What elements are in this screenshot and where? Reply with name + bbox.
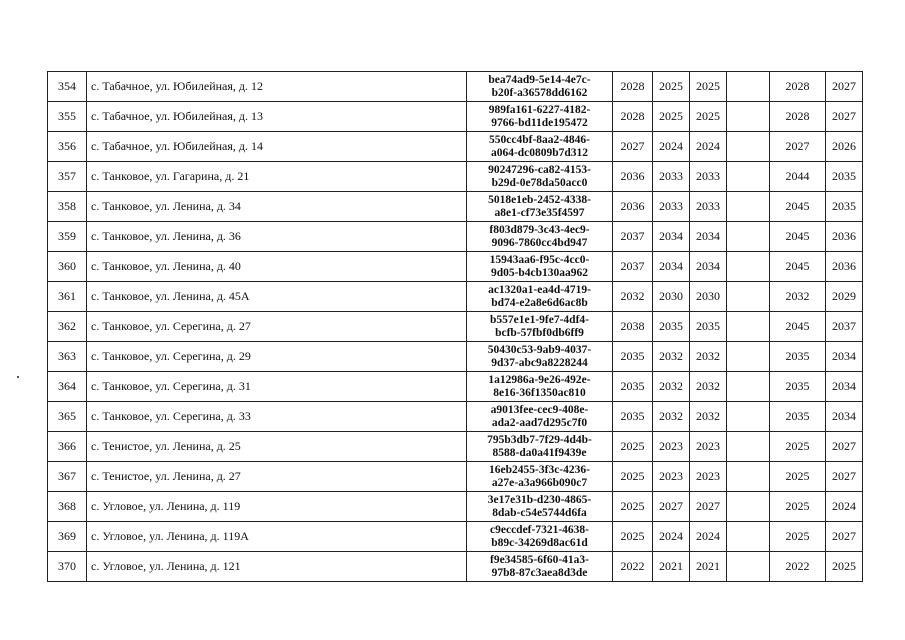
row-number: 367: [48, 462, 87, 492]
year-cell-6: 2036: [826, 252, 863, 282]
row-number: 369: [48, 522, 87, 552]
year-cell-6: 2024: [826, 492, 863, 522]
guid-cell: [467, 72, 613, 102]
year-cell-2: 2033: [653, 162, 690, 192]
year-cell-1: 2025: [613, 522, 653, 552]
row-number: 358: [48, 192, 87, 222]
table-row: [48, 132, 863, 162]
guid-line-2: 9096-7860cc4bd947: [491, 236, 588, 249]
year-cell-3: 2027: [690, 492, 727, 522]
year-cell-4: [727, 252, 770, 282]
address-cell: с. Танковое, ул. Серегина, д. 33: [87, 402, 467, 432]
year-cell-6: 2029: [826, 282, 863, 312]
year-cell-1: 2028: [613, 102, 653, 132]
year-cell-1: 2028: [613, 72, 653, 102]
guid-cell: [467, 102, 613, 132]
year-cell-6: 2034: [826, 372, 863, 402]
year-cell-4: [727, 102, 770, 132]
year-cell-3: 2024: [690, 132, 727, 162]
year-cell-1: 2036: [613, 192, 653, 222]
year-cell-5: 2025: [770, 462, 826, 492]
guid-line-2: a27e-a3a966b090c7: [491, 476, 588, 489]
row-number: 360: [48, 252, 87, 282]
year-cell-5: 2027: [770, 132, 826, 162]
row-number: 362: [48, 312, 87, 342]
table-row: [48, 372, 863, 402]
row-number: 354: [48, 72, 87, 102]
row-number: 361: [48, 282, 87, 312]
address-cell: с. Тенистое, ул. Ленина, д. 27: [87, 462, 467, 492]
year-cell-6: 2027: [826, 522, 863, 552]
year-cell-4: [727, 162, 770, 192]
year-cell-2: 2024: [653, 522, 690, 552]
year-cell-1: 2027: [613, 132, 653, 162]
year-cell-2: 2033: [653, 192, 690, 222]
address-cell: с. Табачное, ул. Юбилейная, д. 14: [87, 132, 467, 162]
year-cell-3: 2030: [690, 282, 727, 312]
table-row: [48, 72, 863, 102]
table-row: [48, 192, 863, 222]
year-cell-4: [727, 192, 770, 222]
year-cell-1: 2025: [613, 492, 653, 522]
row-number: 365: [48, 402, 87, 432]
guid-cell: [467, 312, 613, 342]
year-cell-6: 2027: [826, 432, 863, 462]
year-cell-2: 2034: [653, 222, 690, 252]
guid-line-2: b29d-0e78da50acc0: [491, 176, 588, 189]
year-cell-1: 2037: [613, 222, 653, 252]
guid-line-1: bea74ad9-5e14-4e7c-: [488, 73, 591, 86]
year-cell-5: 2028: [770, 72, 826, 102]
table-row: [48, 222, 863, 252]
guid-cell: [467, 132, 613, 162]
address-cell: с. Танковое, ул. Ленина, д. 45А: [87, 282, 467, 312]
year-cell-2: 2032: [653, 372, 690, 402]
year-cell-5: 2045: [770, 222, 826, 252]
guid-line-1: c9eccdef-7321-4638-: [490, 523, 589, 536]
year-cell-4: [727, 342, 770, 372]
year-cell-6: 2037: [826, 312, 863, 342]
guid-line-1: 3e17e31b-d230-4865-: [487, 493, 592, 506]
guid-line-1: 5018e1eb-2452-4338-: [488, 193, 591, 206]
row-number: 357: [48, 162, 87, 192]
address-cell: с. Танковое, ул. Ленина, д. 34: [87, 192, 467, 222]
year-cell-5: 2035: [770, 402, 826, 432]
guid-cell: [467, 342, 613, 372]
year-cell-1: 2035: [613, 402, 653, 432]
year-cell-1: 2036: [613, 162, 653, 192]
address-cell: с. Угловое, ул. Ленина, д. 119: [87, 492, 467, 522]
stray-dot-mark: [17, 376, 19, 378]
year-cell-2: 2021: [653, 552, 690, 582]
address-cell: с. Танковое, ул. Гагарина, д. 21: [87, 162, 467, 192]
year-cell-6: 2026: [826, 132, 863, 162]
year-cell-2: 2030: [653, 282, 690, 312]
year-cell-4: [727, 522, 770, 552]
year-cell-4: [727, 432, 770, 462]
guid-cell: [467, 492, 613, 522]
address-cell: с. Тенистое, ул. Ленина, д. 25: [87, 432, 467, 462]
year-cell-6: 2027: [826, 462, 863, 492]
year-cell-6: 2027: [826, 72, 863, 102]
guid-line-1: b557e1e1-9fe7-4df4-: [489, 313, 589, 326]
year-cell-6: 2035: [826, 192, 863, 222]
year-cell-3: 2023: [690, 432, 727, 462]
year-cell-4: [727, 552, 770, 582]
year-cell-3: 2034: [690, 252, 727, 282]
year-cell-3: 2033: [690, 162, 727, 192]
year-cell-3: 2025: [690, 72, 727, 102]
table-row: [48, 522, 863, 552]
year-cell-3: 2032: [690, 402, 727, 432]
row-number: 364: [48, 372, 87, 402]
year-cell-5: 2032: [770, 282, 826, 312]
year-cell-6: 2036: [826, 222, 863, 252]
year-cell-4: [727, 372, 770, 402]
year-cell-2: 2023: [653, 462, 690, 492]
guid-line-1: ac1320a1-ea4d-4719-: [488, 283, 591, 296]
year-cell-2: 2034: [653, 252, 690, 282]
year-cell-2: 2025: [653, 72, 690, 102]
year-cell-3: 2021: [690, 552, 727, 582]
table-row: [48, 282, 863, 312]
guid-cell: [467, 372, 613, 402]
guid-line-2: a8e1-cf73e35f4597: [494, 206, 585, 219]
year-cell-5: 2035: [770, 342, 826, 372]
guid-line-1: 15943aa6-f95c-4cc0-: [489, 253, 590, 266]
guid-line-2: a064-dc0809b7d312: [490, 146, 589, 159]
guid-line-2: 8dab-c54e5744d6fa: [492, 506, 587, 519]
guid-line-1: 795b3db7-7f29-4d4b-: [487, 433, 592, 446]
guid-cell: [467, 552, 613, 582]
year-cell-2: 2027: [653, 492, 690, 522]
table-row: [48, 252, 863, 282]
address-cell: с. Танковое, ул. Ленина, д. 40: [87, 252, 467, 282]
table-row: [48, 312, 863, 342]
guid-line-2: 9766-bd11de195472: [491, 116, 588, 129]
guid-line-1: a9013fee-cec9-408e-: [490, 403, 589, 416]
address-cell: с. Табачное, ул. Юбилейная, д. 12: [87, 72, 467, 102]
year-cell-5: 2025: [770, 492, 826, 522]
housing-schedule-table: [47, 71, 863, 582]
guid-line-1: 90247296-ca82-4153-: [488, 163, 591, 176]
table-row: [48, 342, 863, 372]
table-row: [48, 552, 863, 582]
guid-line-1: 50430c53-9ab9-4037-: [487, 343, 592, 356]
guid-line-2: 8588-da0a41f9439e: [492, 446, 587, 459]
year-cell-2: 2025: [653, 102, 690, 132]
address-cell: с. Танковое, ул. Ленина, д. 36: [87, 222, 467, 252]
row-number: 355: [48, 102, 87, 132]
guid-line-1: f803d879-3c43-4ec9-: [489, 223, 590, 236]
year-cell-6: 2034: [826, 402, 863, 432]
guid-line-1: 1a12986a-9e26-492e-: [488, 373, 591, 386]
guid-cell: [467, 192, 613, 222]
year-cell-5: 2035: [770, 372, 826, 402]
year-cell-3: 2033: [690, 192, 727, 222]
year-cell-4: [727, 72, 770, 102]
year-cell-6: 2035: [826, 162, 863, 192]
guid-line-1: 16eb2455-3f3c-4236-: [489, 463, 590, 476]
guid-line-2: b89c-34269d8ac61d: [491, 536, 588, 549]
table-row: [48, 402, 863, 432]
guid-cell: [467, 432, 613, 462]
guid-cell: [467, 462, 613, 492]
guid-line-1: f9e34585-6f60-41a3-: [489, 553, 589, 566]
year-cell-3: 2035: [690, 312, 727, 342]
row-number: 359: [48, 222, 87, 252]
table-body: [48, 72, 863, 582]
year-cell-5: 2025: [770, 432, 826, 462]
year-cell-1: 2025: [613, 432, 653, 462]
year-cell-1: 2025: [613, 462, 653, 492]
year-cell-1: 2035: [613, 342, 653, 372]
year-cell-6: 2034: [826, 342, 863, 372]
guid-cell: [467, 252, 613, 282]
year-cell-1: 2035: [613, 372, 653, 402]
address-cell: с. Танковое, ул. Серегина, д. 31: [87, 372, 467, 402]
address-cell: с. Танковое, ул. Серегина, д. 29: [87, 342, 467, 372]
row-number: 368: [48, 492, 87, 522]
year-cell-5: 2044: [770, 162, 826, 192]
guid-line-1: 989fa161-6227-4182-: [488, 103, 591, 116]
guid-line-1: 550cc4bf-8aa2-4846-: [489, 133, 590, 146]
table-row: [48, 462, 863, 492]
guid-line-2: bcfb-57fbf0db6ff9: [495, 326, 584, 339]
year-cell-5: 2028: [770, 102, 826, 132]
year-cell-5: 2045: [770, 312, 826, 342]
year-cell-5: 2025: [770, 522, 826, 552]
year-cell-6: 2025: [826, 552, 863, 582]
year-cell-1: 2037: [613, 252, 653, 282]
guid-line-2: 9d05-b4cb130aa962: [490, 266, 589, 279]
year-cell-4: [727, 492, 770, 522]
year-cell-3: 2034: [690, 222, 727, 252]
address-cell: с. Танковое, ул. Серегина, д. 27: [87, 312, 467, 342]
guid-line-2: b20f-a36578dd6162: [491, 86, 588, 99]
row-number: 366: [48, 432, 87, 462]
address-cell: с. Угловое, ул. Ленина, д. 121: [87, 552, 467, 582]
guid-cell: [467, 282, 613, 312]
guid-cell: [467, 162, 613, 192]
guid-cell: [467, 402, 613, 432]
row-number: 370: [48, 552, 87, 582]
table-row: [48, 432, 863, 462]
year-cell-4: [727, 222, 770, 252]
year-cell-3: 2032: [690, 372, 727, 402]
guid-line-2: bd74-e2a8e6d6ac8b: [491, 296, 588, 309]
table-row: [48, 162, 863, 192]
year-cell-1: 2032: [613, 282, 653, 312]
year-cell-3: 2023: [690, 462, 727, 492]
year-cell-3: 2032: [690, 342, 727, 372]
year-cell-2: 2032: [653, 342, 690, 372]
guid-line-2: 9d37-abc9a8228244: [491, 356, 588, 369]
row-number: 363: [48, 342, 87, 372]
year-cell-5: 2045: [770, 192, 826, 222]
guid-cell: [467, 522, 613, 552]
address-cell: с. Угловое, ул. Ленина, д. 119А: [87, 522, 467, 552]
table-row: [48, 102, 863, 132]
year-cell-4: [727, 462, 770, 492]
row-number: 356: [48, 132, 87, 162]
year-cell-4: [727, 282, 770, 312]
guid-line-2: 97b8-87c3aea8d3de: [491, 566, 588, 579]
year-cell-2: 2035: [653, 312, 690, 342]
year-cell-3: 2024: [690, 522, 727, 552]
guid-line-2: ada2-aad7d295c7f0: [491, 416, 588, 429]
year-cell-4: [727, 402, 770, 432]
guid-cell: [467, 222, 613, 252]
year-cell-3: 2025: [690, 102, 727, 132]
year-cell-4: [727, 312, 770, 342]
year-cell-2: 2023: [653, 432, 690, 462]
year-cell-4: [727, 132, 770, 162]
year-cell-5: 2045: [770, 252, 826, 282]
year-cell-6: 2027: [826, 102, 863, 132]
table-row: [48, 492, 863, 522]
guid-line-2: 8e16-36f1350ac810: [493, 386, 586, 399]
year-cell-5: 2022: [770, 552, 826, 582]
address-cell: с. Табачное, ул. Юбилейная, д. 13: [87, 102, 467, 132]
year-cell-1: 2038: [613, 312, 653, 342]
year-cell-2: 2024: [653, 132, 690, 162]
year-cell-1: 2022: [613, 552, 653, 582]
year-cell-2: 2032: [653, 402, 690, 432]
